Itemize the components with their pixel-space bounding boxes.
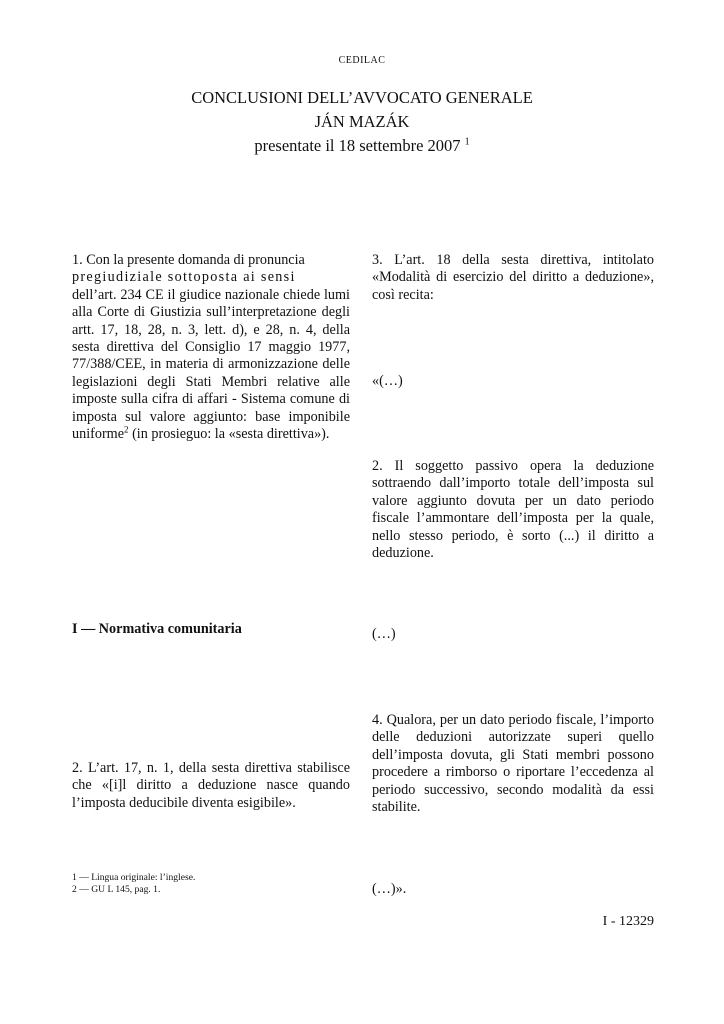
presentation-date <box>0 134 724 158</box>
quote-ellipsis-2: (…) <box>372 626 396 642</box>
paragraph-1-tail: (in prosieguo: la «sesta direttiva»). <box>128 426 330 443</box>
running-head: CEDILAC <box>338 55 386 66</box>
paragraph-1-line-1: 1. Con la presente domanda di pronuncia <box>72 252 305 268</box>
quote-ellipsis-3: (…)». <box>372 881 407 897</box>
paragraph-2: 2. L’art. 17, n. 1, della sesta direttiva stabilisce che «[i]l diritto a deduzione nasce quando l’imposta deducibile diventa esigibile». <box>72 760 350 811</box>
author-name: JÁN MAZÁK <box>314 112 410 131</box>
title-block <box>0 86 724 158</box>
footnote-ref-2: 2 <box>124 424 129 435</box>
paragraph-1-body <box>72 287 350 444</box>
article-18-paragraph-4: 4. Qualora, per un dato periodo fiscale, l’importo delle deduzioni autorizzate superi quello dell’imposta dovuta, gli Stati membri possono procedere a rimborso o riportare l’eccedenza al periodo successivo, secondo modalità da essi stabilite. <box>372 712 654 816</box>
footnote-ref-1: 1 <box>464 136 470 148</box>
footnote-2: 2 — GU L 145, pag. 1. <box>72 884 161 895</box>
paragraph-1-line-2: pregiudiziale sottoposta ai sensi <box>72 269 296 286</box>
article-18-paragraph-2: 2. Il soggetto passivo opera la deduzione sottraendo dall’importo totale dell’imposta sul valore aggiunto dovuta per un dato periodo fiscale l’ammontare dell’imposta per la quale, nello stesso periodo, è sorto (...) il diritto a deduzione. <box>372 458 654 562</box>
paragraph-3: 3. L’art. 18 della sesta direttiva, intitolato «Modalità di esercizio del diritto a deduzione», così recita: <box>372 252 654 303</box>
document-title: CONCLUSIONI DELL’AVVOCATO GENERALE <box>191 88 533 107</box>
footnote-1: 1 — Lingua originale: l’inglese. <box>72 872 196 883</box>
section-heading: I — Normativa comunitaria <box>72 621 242 637</box>
paragraph-1-text: dell’art. 234 CE il giudice nazionale chiede lumi alla Corte di Giustizia sull’interpretazione degli artt. 17, 18, 28, n. 3, lett. d), e 28, n. 4, della sesta direttiva del Consiglio 17 maggio 1977, 77/388/CEE, in materia di armonizzazione delle legislazioni degli Stati Membri relative alle imposte sulla cifra di affari - Sistema comune di imposta sul valore aggiunto: base imponibile uniforme <box>72 286 350 443</box>
quote-ellipsis-1: «(…) <box>372 373 403 389</box>
date-text: presentate il 18 settembre 2007 <box>254 136 461 155</box>
footnotes <box>72 872 195 896</box>
paragraph-1 <box>72 252 350 443</box>
page-number: I - 12329 <box>602 914 654 929</box>
